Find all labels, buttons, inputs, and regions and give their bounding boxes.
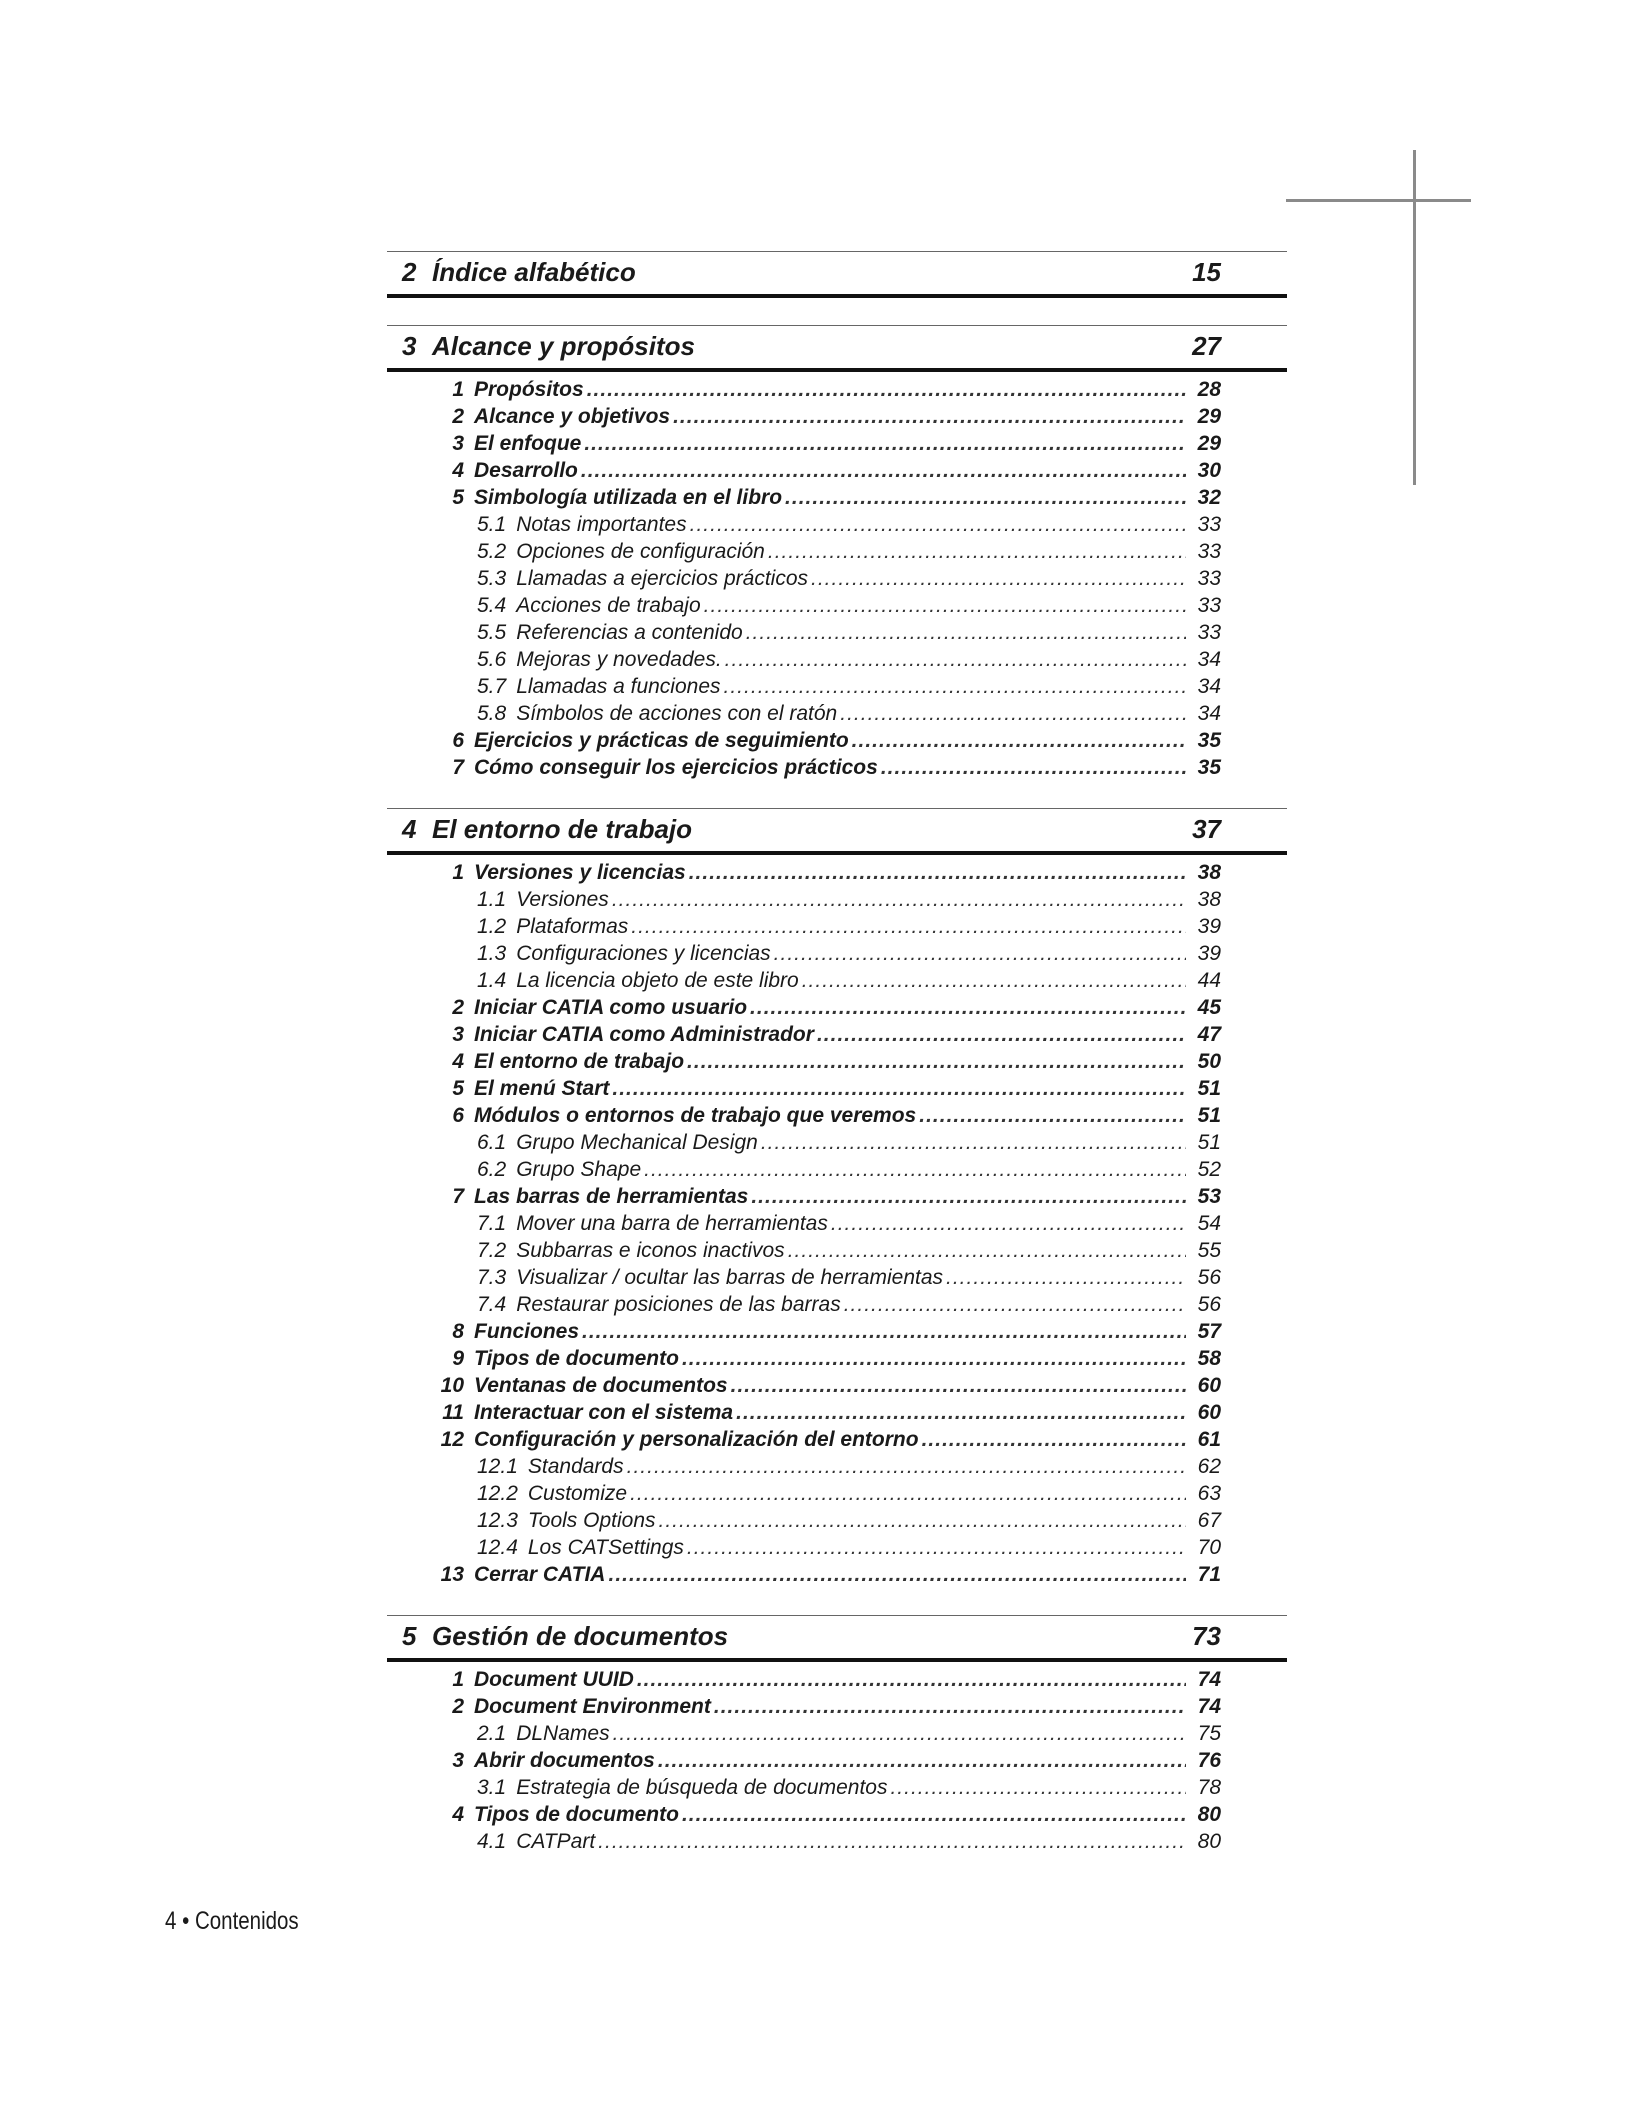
entry-page-number: 33 [1197,567,1221,590]
dot-leader [831,1210,1186,1237]
entry-number: 6 [452,1104,464,1127]
toc-subsection-entry [387,1264,1287,1291]
entry-title: Tipos de documento [474,1347,679,1370]
entry-number: 2 [452,996,464,1019]
entry-number: 12.2 [477,1482,518,1505]
toc-chapter [387,1615,1287,1855]
entry-page-number: 51 [1197,1131,1221,1154]
toc-subsection-entry [387,886,1287,913]
toc-section-entry [387,1075,1287,1102]
entry-title: Customize [527,1482,628,1505]
chapter-title: El entorno de trabajo [432,814,693,844]
entry-title: Tools Options [527,1509,656,1532]
toc-subsection-entry [387,565,1287,592]
table-of-contents [387,251,1287,1855]
chapter-page-number: 15 [1192,257,1221,287]
toc-section-entry [387,1747,1287,1774]
entry-page-number: 35 [1197,756,1221,779]
dot-leader [598,1828,1186,1855]
dot-leader [587,376,1186,403]
entry-page-number: 56 [1197,1293,1221,1316]
toc-subsection-entry [387,1480,1287,1507]
entry-number: 5.5 [477,621,507,644]
entry-page-number: 39 [1197,942,1221,965]
dot-leader [631,913,1186,940]
dot-leader [852,727,1186,754]
entry-number: 5.3 [477,567,507,590]
entry-title: La licencia objeto de este libro [516,969,799,992]
dot-leader [881,754,1186,781]
entry-number: 5 [452,486,464,509]
entry-number: 13 [440,1563,464,1586]
toc-section-entry [387,403,1287,430]
entry-title: Llamadas a ejercicios prácticos [516,567,808,590]
entry-page-number: 28 [1197,378,1221,401]
entry-page-number: 78 [1197,1776,1221,1799]
toc-section-entry [387,1693,1287,1720]
toc-subsection-entry [387,619,1287,646]
dot-leader [802,967,1186,994]
toc-subsection-entry [387,1453,1287,1480]
chapter-entries [387,859,1287,1588]
entry-page-number: 58 [1197,1347,1221,1370]
entry-page-number: 54 [1197,1212,1221,1235]
entry-page-number: 67 [1197,1509,1221,1532]
toc-subsection-entry [387,592,1287,619]
toc-subsection-entry [387,1210,1287,1237]
toc-subsection-entry [387,673,1287,700]
entry-title: Versiones y licencias [474,861,686,884]
entry-title: Funciones [474,1320,580,1343]
entry-title: Versiones [516,888,609,911]
entry-page-number: 51 [1197,1077,1221,1100]
dot-leader [768,538,1186,565]
chapter-number: 5 [402,1621,417,1651]
entry-page-number: 60 [1197,1374,1221,1397]
entry-title: Subbarras e iconos inactivos [516,1239,785,1262]
toc-chapter [387,808,1287,1588]
entry-number: 3 [452,1749,464,1772]
toc-section-entry [387,1561,1287,1588]
dot-leader [673,403,1186,430]
entry-number: 12.3 [477,1509,518,1532]
entry-page-number: 44 [1197,969,1221,992]
toc-section-entry [387,376,1287,403]
toc-section-entry [387,1345,1287,1372]
entry-number: 5.4 [477,594,507,617]
entry-title: Ejercicios y prácticas de seguimiento [474,729,849,752]
entry-number: 5.8 [477,702,507,725]
entry-page-number: 38 [1197,861,1221,884]
entry-number: 11 [442,1401,464,1424]
dot-leader [682,1801,1186,1828]
toc-section-entry [387,1426,1287,1453]
entry-title: Cómo conseguir los ejercicios prácticos [474,756,878,779]
chapter-heading [387,808,1287,855]
entry-title: Acciones de trabajo [516,594,701,617]
dot-leader [659,1507,1186,1534]
toc-section-entry [387,1102,1287,1129]
entry-number: 7.1 [477,1212,507,1235]
dot-leader [637,1666,1186,1693]
entry-number: 5.6 [477,648,507,671]
dot-leader [658,1747,1186,1774]
dot-leader [581,457,1186,484]
entry-title: Document UUID [474,1668,634,1691]
toc-subsection-entry [387,1774,1287,1801]
dot-leader [811,565,1186,592]
entry-page-number: 30 [1197,459,1221,482]
entry-page-number: 45 [1197,996,1221,1019]
entry-title: Los CATSettings [527,1536,684,1559]
toc-chapter [387,325,1287,781]
toc-section-entry [387,1318,1287,1345]
dot-leader [946,1264,1186,1291]
dot-leader [751,1183,1186,1210]
entry-title: Estrategia de búsqueda de documentos [516,1776,888,1799]
entry-page-number: 34 [1197,702,1221,725]
chapter-page-number: 73 [1192,1621,1221,1651]
chapter-heading [387,1615,1287,1662]
dot-leader [644,1156,1186,1183]
entry-title: El enfoque [474,432,582,455]
toc-subsection-entry [387,1507,1287,1534]
entry-title: Interactuar con el sistema [474,1401,734,1424]
entry-number: 9 [452,1347,464,1370]
dot-leader [731,1372,1186,1399]
dot-leader [750,994,1186,1021]
entry-title: Abrir documentos [474,1749,655,1772]
dot-leader [612,886,1186,913]
entry-page-number: 34 [1197,648,1221,671]
entry-number: 3.1 [477,1776,507,1799]
entry-number: 7 [452,756,464,779]
toc-chapter [387,251,1287,298]
entry-title: Simbología utilizada en el libro [474,486,783,509]
entry-page-number: 51 [1197,1104,1221,1127]
toc-section-entry [387,457,1287,484]
entry-title: Llamadas a funciones [516,675,721,698]
entry-title: Grupo Shape [516,1158,642,1181]
entry-number: 6 [452,729,464,752]
entry-page-number: 33 [1197,621,1221,644]
toc-section-entry [387,1048,1287,1075]
entry-title: Standards [527,1455,624,1478]
entry-page-number: 29 [1197,432,1221,455]
dot-leader [682,1345,1186,1372]
toc-subsection-entry [387,646,1287,673]
entry-title: DLNames [516,1722,610,1745]
dot-leader [704,592,1186,619]
dot-leader [714,1693,1186,1720]
entry-title: Mejoras y novedades. [516,648,722,671]
chapter-heading [387,325,1287,372]
entry-title: Iniciar CATIA como Administrador [474,1023,814,1046]
entry-page-number: 38 [1197,888,1221,911]
entry-page-number: 80 [1197,1803,1221,1826]
entry-page-number: 35 [1197,729,1221,752]
entry-title: Alcance y objetivos [474,405,671,428]
entry-title: El menú Start [474,1077,610,1100]
chapter-page-number: 27 [1192,331,1221,361]
entry-number: 4 [452,1803,464,1826]
dot-leader [788,1237,1186,1264]
entry-number: 7 [452,1185,464,1208]
entry-number: 7.2 [477,1239,507,1262]
entry-number: 1 [452,378,464,401]
chapter-title: Índice alfabético [432,257,636,287]
dot-leader [890,1774,1186,1801]
entry-number: 6.1 [477,1131,507,1154]
entry-number: 2 [452,1695,464,1718]
entry-title: Tipos de documento [474,1803,679,1826]
toc-subsection-entry [387,538,1287,565]
dot-leader [785,484,1186,511]
entry-title: Ventanas de documentos [474,1374,728,1397]
dot-leader [840,700,1186,727]
toc-section-entry [387,1399,1287,1426]
entry-number: 5 [452,1077,464,1100]
entry-title: Configuración y personalización del entorno [474,1428,919,1451]
entry-page-number: 33 [1197,594,1221,617]
dot-leader [725,646,1186,673]
entry-page-number: 32 [1197,486,1221,509]
chapter-entries [387,376,1287,781]
dot-leader [582,1318,1186,1345]
entry-title: Iniciar CATIA como usuario [474,996,748,1019]
dot-leader [919,1102,1186,1129]
toc-subsection-entry [387,967,1287,994]
entry-title: Restaurar posiciones de las barras [516,1293,841,1316]
chapter-page-number: 37 [1192,814,1221,844]
entry-page-number: 57 [1197,1320,1221,1343]
toc-section-entry [387,754,1287,781]
entry-number: 3 [452,432,464,455]
entry-page-number: 34 [1197,675,1221,698]
entry-number: 3 [452,1023,464,1046]
entry-page-number: 33 [1197,513,1221,536]
toc-subsection-entry [387,511,1287,538]
entry-page-number: 76 [1197,1749,1221,1772]
entry-page-number: 63 [1197,1482,1221,1505]
dot-leader [687,1534,1186,1561]
dot-leader [817,1021,1186,1048]
chapter-title: Alcance y propósitos [432,331,695,361]
entry-number: 4 [452,1050,464,1073]
entry-page-number: 60 [1197,1401,1221,1424]
entry-title: El entorno de trabajo [474,1050,685,1073]
dot-leader [627,1453,1186,1480]
entry-number: 5.2 [477,540,507,563]
entry-page-number: 74 [1197,1668,1221,1691]
dot-leader [746,619,1186,646]
dot-leader [608,1561,1186,1588]
toc-section-entry [387,994,1287,1021]
entry-number: 1 [452,861,464,884]
dot-leader [689,859,1186,886]
toc-subsection-entry [387,1534,1287,1561]
entry-number: 8 [452,1320,464,1343]
toc-subsection-entry [387,700,1287,727]
dot-leader [774,940,1186,967]
entry-number: 5.7 [477,675,507,698]
entry-page-number: 50 [1197,1050,1221,1073]
entry-page-number: 56 [1197,1266,1221,1289]
toc-subsection-entry [387,940,1287,967]
entry-number: 1.1 [477,888,507,911]
entry-page-number: 39 [1197,915,1221,938]
toc-section-entry [387,1666,1287,1693]
dot-leader [736,1399,1186,1426]
entry-number: 12.1 [477,1455,518,1478]
chapter-heading [387,251,1287,298]
dot-leader [844,1291,1186,1318]
entry-title: Propósitos [474,378,584,401]
toc-section-entry [387,1801,1287,1828]
dot-leader [613,1720,1186,1747]
dot-leader [687,1048,1186,1075]
entry-number: 1 [452,1668,464,1691]
toc-subsection-entry [387,1237,1287,1264]
chapter-number: 2 [402,257,417,287]
entry-number: 5.1 [477,513,507,536]
entry-title: Document Environment [474,1695,711,1718]
entry-number: 7.3 [477,1266,507,1289]
entry-page-number: 74 [1197,1695,1221,1718]
entry-title: Opciones de configuración [516,540,765,563]
entry-title: Módulos o entornos de trabajo que veremos [474,1104,917,1127]
toc-subsection-entry [387,1129,1287,1156]
chapter-entries [387,1666,1287,1855]
entry-title: Plataformas [516,915,629,938]
page-footer: 4 • Contenidos [165,1907,299,1935]
entry-number: 4.1 [477,1830,507,1853]
entry-number: 1.4 [477,969,507,992]
chapter-number: 3 [402,331,417,361]
toc-section-entry [387,430,1287,457]
dot-leader [724,673,1186,700]
entry-number: 12.4 [477,1536,518,1559]
toc-section-entry [387,1372,1287,1399]
dot-leader [922,1426,1186,1453]
entry-title: Referencias a contenido [516,621,743,644]
entry-page-number: 55 [1197,1239,1221,1262]
toc-section-entry [387,727,1287,754]
entry-page-number: 53 [1197,1185,1221,1208]
toc-subsection-entry [387,1291,1287,1318]
dot-leader [630,1480,1186,1507]
entry-number: 1.2 [477,915,507,938]
chapter-title: Gestión de documentos [432,1621,729,1651]
entry-title: Notas importantes [516,513,687,536]
entry-title: CATPart [516,1830,596,1853]
entry-number: 12 [440,1428,464,1451]
entry-page-number: 71 [1197,1563,1221,1586]
entry-title: Desarrollo [474,459,578,482]
entry-number: 6.2 [477,1158,507,1181]
entry-title: Mover una barra de herramientas [516,1212,828,1235]
entry-number: 1.3 [477,942,507,965]
entry-page-number: 61 [1197,1428,1221,1451]
entry-title: Símbolos de acciones con el ratón [516,702,838,725]
entry-page-number: 29 [1197,405,1221,428]
entry-page-number: 52 [1197,1158,1221,1181]
toc-section-entry [387,859,1287,886]
dot-leader [612,1075,1186,1102]
crop-mark-horizontal [1286,199,1471,202]
entry-page-number: 47 [1197,1023,1221,1046]
toc-section-entry [387,1183,1287,1210]
dot-leader [690,511,1186,538]
entry-page-number: 80 [1197,1830,1221,1853]
entry-page-number: 75 [1197,1722,1221,1745]
entry-title: Visualizar / ocultar las barras de herramientas [516,1266,944,1289]
toc-section-entry [387,484,1287,511]
entry-number: 2 [452,405,464,428]
dot-leader [584,430,1186,457]
toc-subsection-entry [387,913,1287,940]
chapter-number: 4 [402,814,417,844]
entry-title: Las barras de herramientas [474,1185,749,1208]
entry-number: 10 [440,1374,464,1397]
entry-number: 2.1 [477,1722,507,1745]
entry-title: Configuraciones y licencias [516,942,771,965]
toc-subsection-entry [387,1720,1287,1747]
entry-title: Cerrar CATIA [474,1563,606,1586]
entry-number: 7.4 [477,1293,507,1316]
toc-subsection-entry [387,1156,1287,1183]
entry-number: 4 [452,459,464,482]
entry-page-number: 62 [1197,1455,1221,1478]
toc-section-entry [387,1021,1287,1048]
entry-title: Grupo Mechanical Design [516,1131,758,1154]
toc-subsection-entry [387,1828,1287,1855]
entry-page-number: 33 [1197,540,1221,563]
dot-leader [761,1129,1186,1156]
entry-page-number: 70 [1197,1536,1221,1559]
